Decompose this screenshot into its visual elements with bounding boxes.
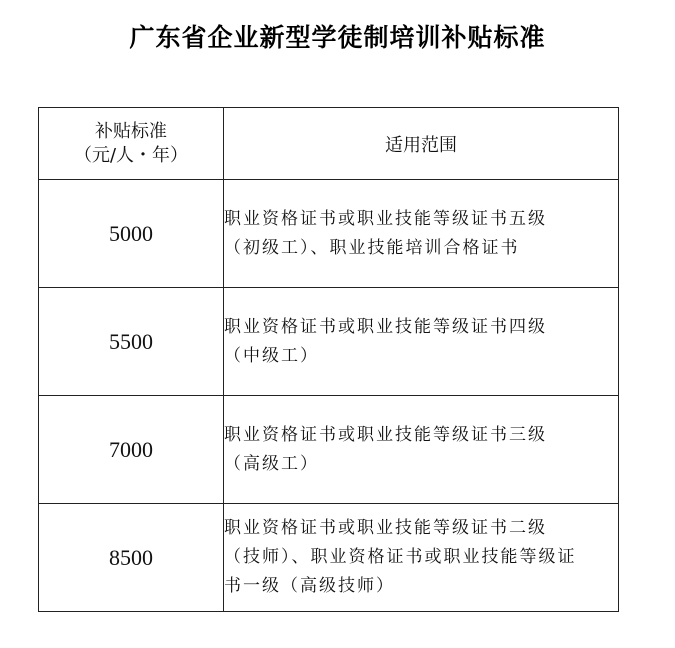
scope-line: （中级工）: [224, 345, 319, 366]
table-row: [39, 504, 619, 612]
header-applicable-scope: 适用范围: [224, 108, 619, 180]
subsidy-amount: 8500: [39, 504, 224, 612]
scope-line: 书一级（高级技师）: [224, 576, 395, 596]
table-header-row: [39, 108, 619, 180]
scope-line: （初级工）、职业技能培训合格证书: [224, 237, 520, 258]
applicable-scope: [224, 504, 619, 612]
subsidy-amount: 7000: [39, 396, 224, 504]
table-row: [39, 180, 619, 288]
scope-line: 职业资格证书或职业技能等级证书五级: [224, 208, 547, 229]
table-row: [39, 396, 619, 504]
header-standard-unit: （元/人・年）: [73, 144, 189, 166]
page-title: 广东省企业新型学徒制培训补贴标准: [129, 23, 546, 52]
subsidy-amount: 5000: [39, 180, 224, 288]
header-subsidy-standard: [39, 108, 224, 180]
scope-line: （高级工）: [224, 453, 319, 474]
scope-line: 职业资格证书或职业技能等级证书四级: [224, 316, 547, 337]
subsidy-table: [38, 107, 619, 612]
subsidy-amount: 5500: [39, 288, 224, 396]
applicable-scope: [224, 396, 619, 504]
applicable-scope: [224, 180, 619, 288]
scope-line: 职业资格证书或职业技能等级证书三级: [224, 424, 547, 445]
scope-line: （技师）、职业资格证书或职业技能等级证: [224, 547, 577, 567]
table-row: [39, 288, 619, 396]
header-standard-label: 补贴标准: [95, 120, 167, 142]
scope-line: 职业资格证书或职业技能等级证书二级: [224, 518, 547, 538]
applicable-scope: [224, 288, 619, 396]
